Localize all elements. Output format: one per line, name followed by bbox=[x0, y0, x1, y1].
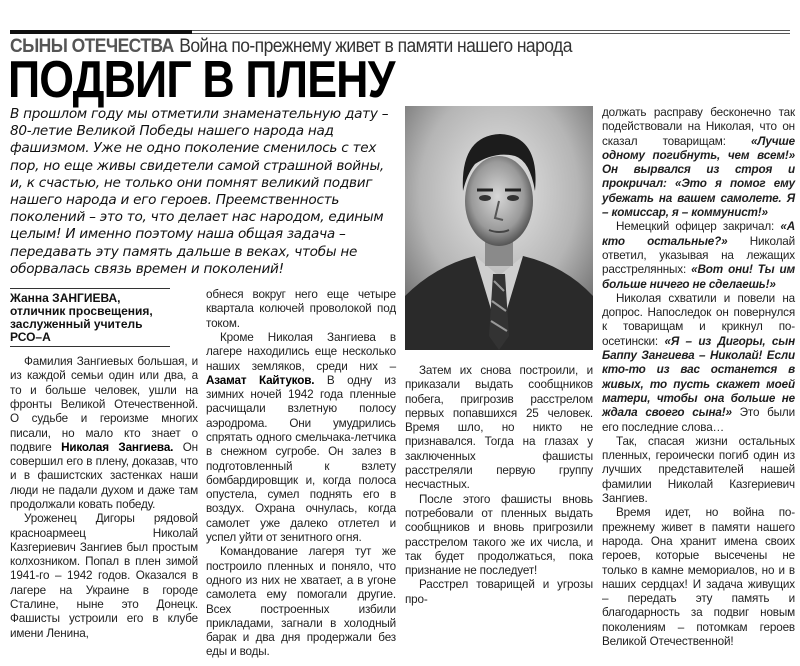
paragraph bbox=[206, 331, 396, 545]
paragraph bbox=[602, 292, 795, 435]
text: Николай ответил, указывая на лежащих расстрелянных: bbox=[602, 234, 795, 277]
rubric-subtitle: Война по-прежнему живет в памяти нашего народа bbox=[179, 36, 572, 57]
article-title: ПОДВИГ В ПЛЕНУ bbox=[8, 51, 395, 109]
paragraph bbox=[602, 220, 795, 291]
quote: «Вот они! Ты им больше ничего не сделаешь!» bbox=[602, 263, 795, 291]
portrait-photo bbox=[405, 106, 593, 350]
masthead bbox=[0, 0, 800, 109]
paragraph: После этого фашисты вновь потребовали от пленных выдать сообщников и вновь пригрозили расстрелом такого же их числа, и так будет продолжаться, пока признание не последует! bbox=[405, 492, 593, 578]
text-column-4 bbox=[602, 106, 795, 649]
quote: «А кто остальные?» bbox=[602, 220, 795, 248]
paragraph: обнеся вокруг него еще четыре квартала колючей проволокой под током. bbox=[206, 288, 396, 330]
text-column-1 bbox=[10, 355, 198, 641]
author-title-1: отличник просвещения, bbox=[10, 304, 153, 319]
paragraph: Затем их снова построили, и приказали выдать сообщников побега, пригрозив расстрелом первых попавшихся 25 человек. Время шло, но никто не признавался. Тогда на глазах у заключенных фашисты расстреляли первую группу несчастных. bbox=[405, 364, 593, 492]
text: Николая схватили и повели на допрос. Напоследок он повернулся к товарищам и крикнул по-осетински: bbox=[602, 291, 795, 348]
article-lead: В прошлом году мы отметили знаменательную дату – 80-летие Великой Победы нашего народа над фашизмом. Уже не одно поколение сменилось с тех пор, но еще живы свидетели самой страшной войны, и, к счастью, не только они помнят великий подвиг нашего народа и его героев. Преемственность поколений – это то, что делает нас народом, единым целым! И именно поэтому наша общая задача – передавать эту память дальше в веках, чтобы не оборвалась связь времен и поколений! bbox=[10, 106, 389, 277]
left-section bbox=[10, 106, 396, 660]
paragraph: Командование лагеря тут же построило пленных и поняло, что одного из них не хватает, а в угоне самолета ему помогали другие. Всех построенных избили прикладами, загнали в холодный барак и два дня продержали без еды и воды. bbox=[206, 545, 396, 659]
quote: «Я – из Дигоры, сын Баппу Зангиева – Николай! Если кто-то из вас останется в живых, то пусть скажет моей матери, чтобы она больше не ждала своего сына!» bbox=[602, 334, 795, 420]
text: Фамилия Зангиевых большая, и из каждой семьи один или два, а то и больше человек, ушли на фронты Великой Отечественной. О судьбе и героизме многих писали, но мало кто знает о подвиге bbox=[10, 355, 198, 454]
author-byline bbox=[10, 288, 170, 347]
paragraph: Время идет, но война по-прежнему живет в памяти нашего народа. Она хранит имена своих героев, которые высечены не только в камне мемориалов, но и в наших сердцах! И задача живущих – передать эту память и благодарность за подвиг новым поколениям – потомкам героев Великой Отечественной! bbox=[602, 506, 795, 648]
text-column-3 bbox=[405, 364, 593, 607]
header-rule-double bbox=[192, 30, 790, 34]
column-a bbox=[10, 288, 198, 641]
author-title-2: заслуженный учитель РСО–А bbox=[10, 317, 143, 345]
header-rule-thick bbox=[10, 30, 192, 34]
text: Кроме Николая Зангиева в лагере находились еще несколько наших земляков, среди них – bbox=[206, 330, 396, 373]
author-name: Жанна ЗАНГИЕВА, bbox=[10, 291, 121, 306]
bold-name: Азамат Кайтуков. bbox=[206, 373, 315, 387]
rubric-label: СЫНЫ ОТЕЧЕСТВА bbox=[10, 36, 174, 57]
bold-name: Николая Зангиева. bbox=[61, 440, 174, 454]
text: Это были его последние слова… bbox=[602, 406, 795, 434]
left-columns bbox=[10, 288, 396, 660]
paragraph: Расстрел товарищей и угрозы про- bbox=[405, 578, 593, 606]
text: Он совершил его в плену, доказав, что и в фашистских застенках наши люди не падали духом и даже там продолжали ковать победу. bbox=[10, 440, 198, 511]
paragraph bbox=[10, 355, 198, 512]
text: должать расправу бесконечно так подействовали на Николая, что он сказал товарищам: bbox=[602, 106, 795, 148]
paragraph bbox=[602, 106, 795, 220]
article-body bbox=[0, 104, 800, 666]
quote: «Лучше одному погибнуть, чем всем!» Он вырвался из строя и прокричал: «Это я помог ему убежать на вашем самолете. Я – комиссар, я – коммунист!» bbox=[602, 134, 795, 220]
text-column-2 bbox=[206, 288, 396, 660]
text: В одну из зимних ночей 1942 года пленные расчищали взлетную полосу аэродрома. Они умудрились спрятать одного смельчака-летчика в снежном сугробе. Он залез в подготовленный к взлету бомбардировщик и, когда полоса опустела, сумел поднять его в воздух. Охрана очнулась, когда самолет уже далеко отлетел и успел уйти от зенитного огня. bbox=[206, 373, 396, 545]
text: Немецкий офицер закричал: bbox=[616, 220, 781, 234]
paragraph: Так, спасая жизни остальных пленных, героически погиб один из лучших представителей нашей фамилии Николай Казгериевич Зангиев. bbox=[602, 434, 795, 506]
paragraph: Уроженец Дигоры рядовой красноармеец Николай Казгериевич Зангиев был простым колхозником. Попал в плен зимой 1941-го – 1942 годов. Оказался в лагере на Украине в городе Сталине, ныне это Донецк. Фашисты устроили его в клубе имени Ленина, bbox=[10, 512, 198, 640]
middle-section bbox=[405, 106, 593, 607]
